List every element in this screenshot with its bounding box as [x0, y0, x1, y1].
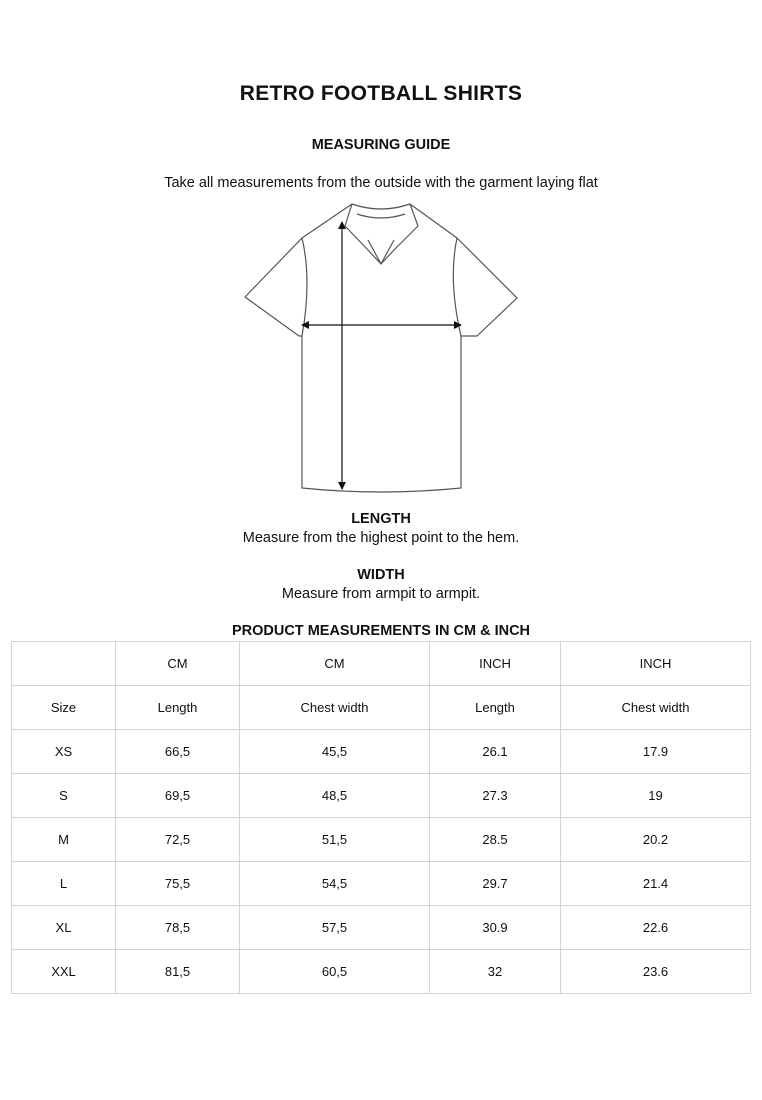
header-cell: Chest width: [561, 686, 751, 730]
shirt-collar: [345, 204, 418, 264]
header-cell: Size: [12, 686, 116, 730]
size-cell: XXL: [12, 950, 116, 994]
table-row: [12, 774, 751, 818]
table-row: [12, 906, 751, 950]
table-row: [12, 730, 751, 774]
header-row: [12, 686, 751, 730]
table-row: [12, 818, 751, 862]
chest-cm-cell: 51,5: [240, 818, 430, 862]
chest-inch-cell: 21.4: [561, 862, 751, 906]
unit-row: [12, 642, 751, 686]
width-description: Measure from armpit to armpit.: [281, 586, 481, 602]
length-cm-cell: 75,5: [116, 862, 240, 906]
unit-cell: [12, 642, 116, 686]
left-sleeve-seam: [302, 238, 307, 336]
chest-inch-cell: 23.6: [561, 950, 751, 994]
measuring-guide-heading: MEASURING GUIDE: [311, 137, 451, 153]
chest-inch-cell: 17.9: [561, 730, 751, 774]
shirt-measurement-diagram: [240, 196, 522, 498]
size-cell: XL: [12, 906, 116, 950]
length-cm-cell: 66,5: [116, 730, 240, 774]
chest-cm-cell: 45,5: [240, 730, 430, 774]
unit-cell: CM: [116, 642, 240, 686]
chest-cm-cell: 48,5: [240, 774, 430, 818]
header-cell: Length: [116, 686, 240, 730]
chest-cm-cell: 57,5: [240, 906, 430, 950]
chest-inch-cell: 19: [561, 774, 751, 818]
chest-inch-cell: 20.2: [561, 818, 751, 862]
placket: [368, 240, 394, 264]
length-inch-cell: 30.9: [430, 906, 561, 950]
length-inch-cell: 29.7: [430, 862, 561, 906]
page-title: RETRO FOOTBALL SHIRTS: [239, 82, 523, 105]
size-cell: XS: [12, 730, 116, 774]
chest-cm-cell: 54,5: [240, 862, 430, 906]
length-inch-cell: 26.1: [430, 730, 561, 774]
right-sleeve-seam: [453, 238, 461, 336]
header-cell: Chest width: [240, 686, 430, 730]
size-cell: L: [12, 862, 116, 906]
chest-inch-cell: 22.6: [561, 906, 751, 950]
length-inch-cell: 32: [430, 950, 561, 994]
length-inch-cell: 28.5: [430, 818, 561, 862]
table-row: [12, 950, 751, 994]
length-cm-cell: 81,5: [116, 950, 240, 994]
collar-inner: [357, 214, 405, 218]
width-heading: WIDTH: [357, 567, 405, 583]
size-chart-table: [11, 641, 751, 994]
length-inch-cell: 27.3: [430, 774, 561, 818]
size-cell: S: [12, 774, 116, 818]
length-description: Measure from the highest point to the hem.: [242, 530, 520, 546]
shirt-outline: [245, 204, 517, 492]
chest-cm-cell: 60,5: [240, 950, 430, 994]
size-cell: M: [12, 818, 116, 862]
unit-cell: CM: [240, 642, 430, 686]
table-row: [12, 862, 751, 906]
unit-cell: INCH: [430, 642, 561, 686]
length-cm-cell: 69,5: [116, 774, 240, 818]
measuring-instruction: Take all measurements from the outside with the garment laying flat: [164, 175, 598, 191]
length-cm-cell: 72,5: [116, 818, 240, 862]
unit-cell: INCH: [561, 642, 751, 686]
length-cm-cell: 78,5: [116, 906, 240, 950]
length-heading: LENGTH: [351, 511, 411, 527]
measurements-table-title: PRODUCT MEASUREMENTS IN CM & INCH: [231, 623, 531, 639]
header-cell: Length: [430, 686, 561, 730]
